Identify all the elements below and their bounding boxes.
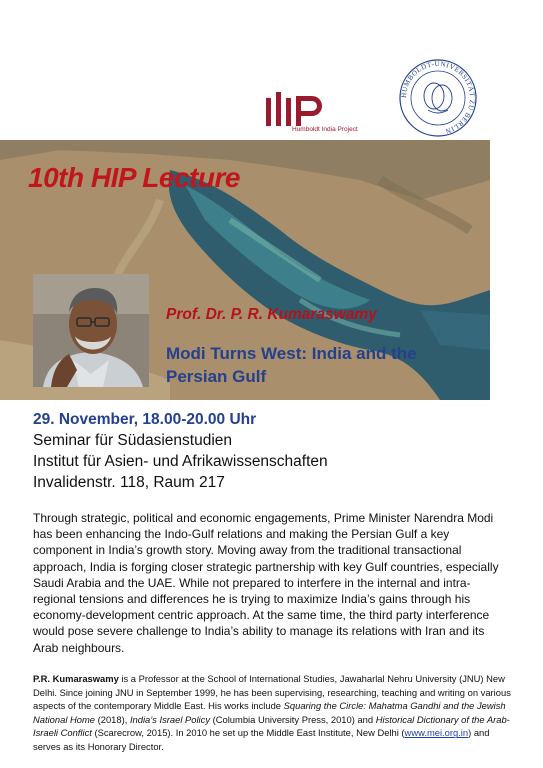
talk-title: [166, 342, 476, 388]
talk-title-line-1: Modi Turns West: India and the: [166, 344, 417, 363]
bio-part-5: ) and serves as its Honorary Director.: [33, 727, 490, 752]
event-venue-line-3: Invalidenstr. 118, Raum 217: [33, 474, 225, 491]
abstract-text: Through strategic, political and economic engagements, Prime Minister Narendra Modi has been enhancing the Indo-Gulf relations and making the Persian Gulf a key component in India’s growth story. Moving away from the traditional transactional approach, India is forging closer strategic partnership with key Gulf countries, especially Saudi Arabia and the UAE. While not prepared to interfere in the internal and intra-regional tensions and differences he is trying to maximize India’s gains through his economy-development centric approach. At the same time, the third party interference would pose severe challenge to India’s ability to manage its relations with Iran and its Arab neighbours.: [33, 511, 499, 655]
event-venue-line-2: Institut für Asien- und Afrikawissenschaften: [33, 453, 328, 470]
bio-name: P.R. Kumaraswamy: [33, 673, 119, 684]
talk-title-line-2: Persian Gulf: [166, 367, 267, 386]
bio-book-2: India’s Israel Policy: [129, 713, 211, 725]
university-seal-icon: [398, 58, 478, 138]
speaker-name: Prof. Dr. P. R. Kumaraswamy: [166, 306, 377, 323]
bio-part-1: is a Professor at the School of International Studies, Jawaharlal Nehru University (JNU) New Delhi. Since joining JNU in September 1999, he has been supervising, researching, teaching and writing on various aspects of the contemporary Middle East. His works include: [33, 673, 511, 712]
speaker-portrait-image: [33, 274, 149, 387]
hip-logo-icon: [266, 92, 358, 136]
seal-text: HUMBOLDT-UNIVERSITÄT ZU BERLIN: [399, 59, 477, 136]
mei-website-link[interactable]: www.mei.org.in: [404, 727, 469, 739]
hip-logo-caption: Humboldt India Project: [292, 126, 358, 133]
bio-part-3: (Columbia University Press, 2010) and: [210, 713, 376, 725]
header: [0, 0, 543, 140]
bio-part-4: (Scarecrow, 2015). In 2010 he set up the Middle East Institute, New Delhi (: [91, 727, 405, 739]
bio-part-2: (2018),: [95, 713, 130, 725]
event-date-time: 29. November, 18.00-20.00 Uhr: [33, 411, 257, 428]
event-venue-line-1: Seminar für Südasienstudien: [33, 432, 233, 449]
bio-book-3: Historical Dictionary of the Arab-Israeli Conflict: [33, 713, 510, 739]
lecture-title: 10th HIP Lecture: [28, 162, 240, 193]
event-details: [33, 410, 513, 493]
speaker-bio: [33, 672, 511, 754]
bio-book-1: Squaring the Circle: Mahatma Gandhi and the Jewish National Home: [33, 700, 506, 725]
